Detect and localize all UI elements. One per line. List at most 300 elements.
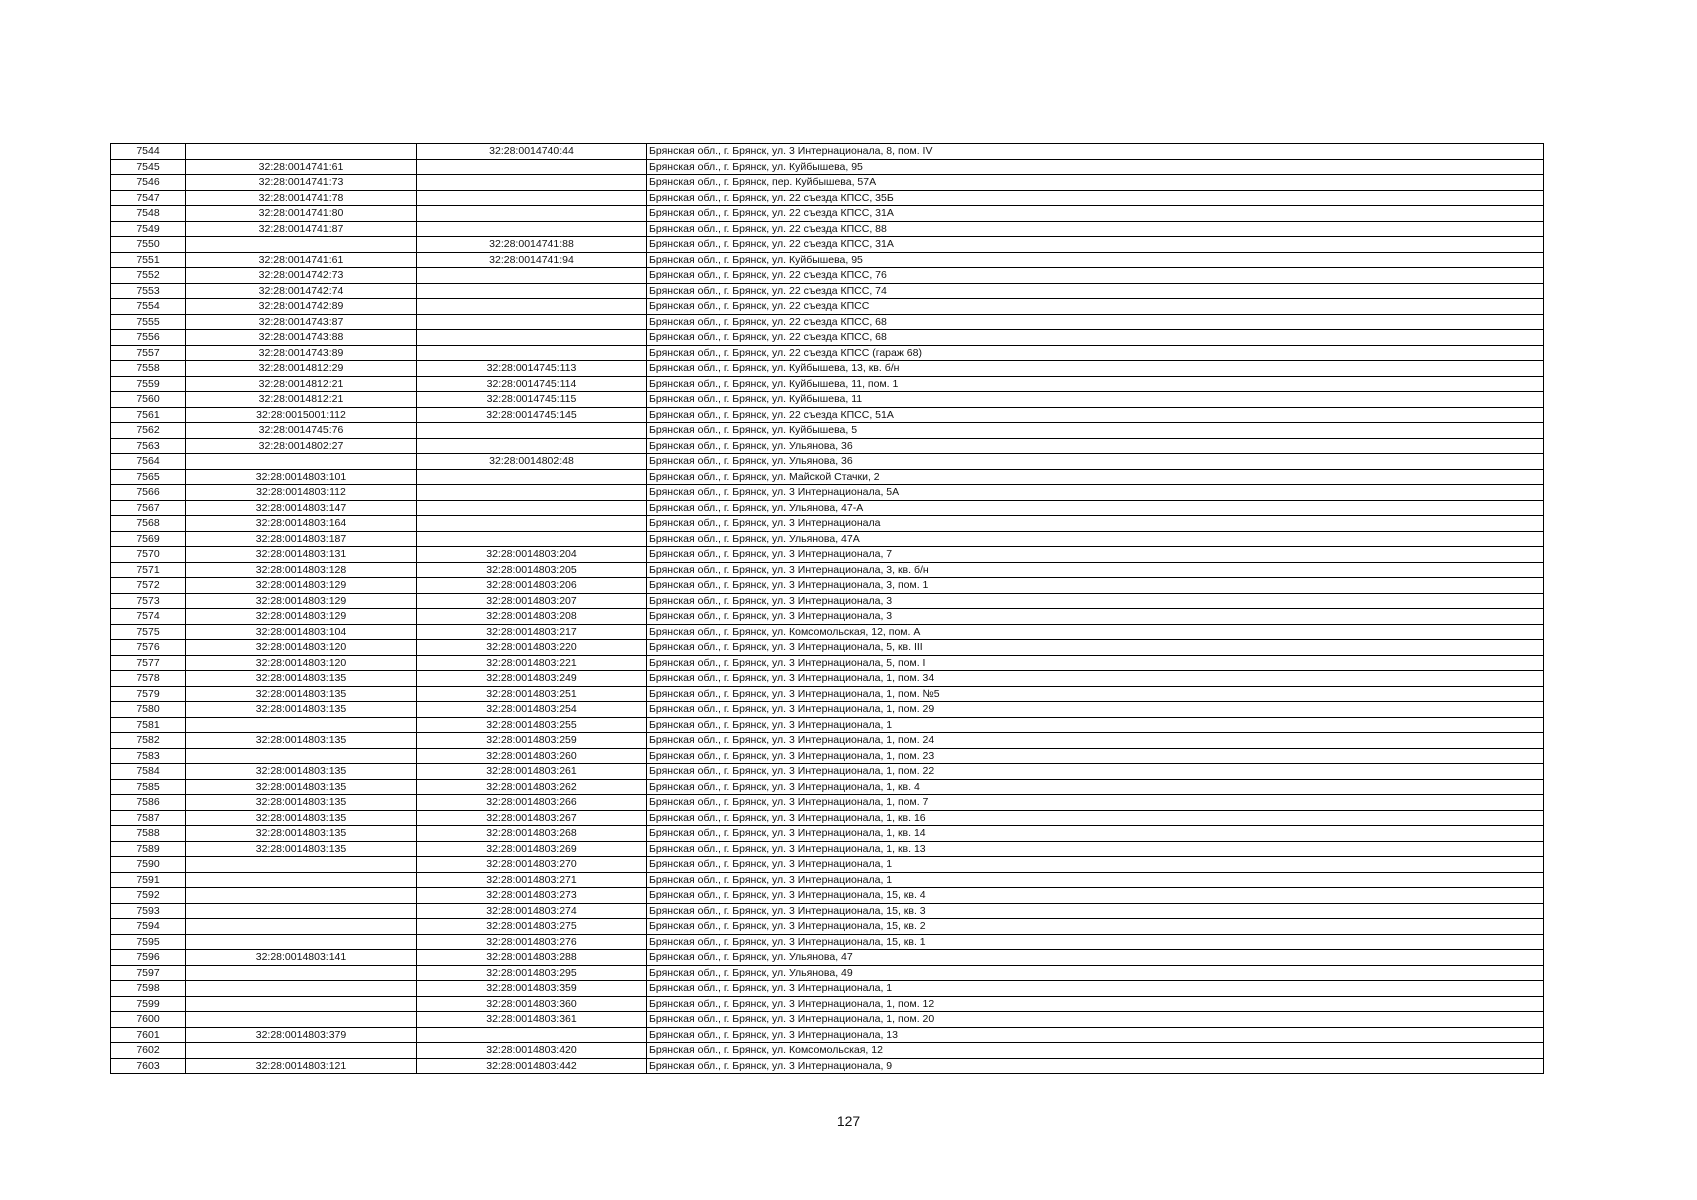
row-number-cell: 7600 (111, 1012, 186, 1028)
object-cadastral-number-cell (417, 221, 647, 237)
row-number-cell: 7583 (111, 748, 186, 764)
cadastral-number-cell: 32:28:0014803:135 (186, 702, 417, 718)
table-row (111, 593, 1544, 609)
object-cadastral-number-cell (417, 516, 647, 532)
cadastral-number-cell (186, 903, 417, 919)
address-cell: Брянская обл., г. Брянск, пер. Куйбышева, 57А (647, 175, 1544, 191)
cadastral-number-cell: 32:28:0014802:27 (186, 438, 417, 454)
address-cell: Брянская обл., г. Брянск, ул. 3 Интернационала, 15, кв. 1 (647, 934, 1544, 950)
table-row (111, 392, 1544, 408)
address-cell: Брянская обл., г. Брянск, ул. 22 съезда КПСС, 88 (647, 221, 1544, 237)
row-number-cell: 7562 (111, 423, 186, 439)
row-number-cell: 7569 (111, 531, 186, 547)
cadastral-number-cell: 32:28:0015001:112 (186, 407, 417, 423)
table-row (111, 376, 1544, 392)
cadastral-number-cell: 32:28:0014741:80 (186, 206, 417, 222)
address-cell: Брянская обл., г. Брянск, ул. 3 Интернационала, 8, пом. IV (647, 144, 1544, 160)
address-cell: Брянская обл., г. Брянск, ул. 3 Интернационала, 15, кв. 2 (647, 919, 1544, 935)
address-cell: Брянская обл., г. Брянск, ул. 22 съезда КПСС, 74 (647, 283, 1544, 299)
row-number-cell: 7556 (111, 330, 186, 346)
object-cadastral-number-cell (417, 469, 647, 485)
address-cell: Брянская обл., г. Брянск, ул. Ульянова, 36 (647, 438, 1544, 454)
row-number-cell: 7561 (111, 407, 186, 423)
row-number-cell: 7592 (111, 888, 186, 904)
row-number-cell: 7559 (111, 376, 186, 392)
object-cadastral-number-cell: 32:28:0014803:270 (417, 857, 647, 873)
table-row (111, 686, 1544, 702)
table-row (111, 872, 1544, 888)
address-cell: Брянская обл., г. Брянск, ул. 3 Интернационала, 3, кв. б/н (647, 562, 1544, 578)
address-cell: Брянская обл., г. Брянск, ул. Майской Стачки, 2 (647, 469, 1544, 485)
table-row (111, 531, 1544, 547)
table-row (111, 330, 1544, 346)
address-cell: Брянская обл., г. Брянск, ул. 3 Интернационала, 1, пом. 7 (647, 795, 1544, 811)
cadastral-number-cell (186, 454, 417, 470)
object-cadastral-number-cell (417, 190, 647, 206)
object-cadastral-number-cell: 32:28:0014803:254 (417, 702, 647, 718)
table-row (111, 624, 1544, 640)
address-cell: Брянская обл., г. Брянск, ул. 3 Интернационала, 1, кв. 14 (647, 826, 1544, 842)
row-number-cell: 7599 (111, 996, 186, 1012)
table-row (111, 1058, 1544, 1074)
object-cadastral-number-cell: 32:28:0014803:360 (417, 996, 647, 1012)
object-cadastral-number-cell: 32:28:0014803:269 (417, 841, 647, 857)
row-number-cell: 7593 (111, 903, 186, 919)
cadastral-number-cell: 32:28:0014743:89 (186, 345, 417, 361)
row-number-cell: 7598 (111, 981, 186, 997)
table-row (111, 1012, 1544, 1028)
table-row (111, 578, 1544, 594)
object-cadastral-number-cell (417, 438, 647, 454)
row-number-cell: 7546 (111, 175, 186, 191)
cadastral-number-cell: 32:28:0014742:73 (186, 268, 417, 284)
object-cadastral-number-cell: 32:28:0014803:207 (417, 593, 647, 609)
table-row (111, 500, 1544, 516)
object-cadastral-number-cell: 32:28:0014741:88 (417, 237, 647, 253)
table-row (111, 268, 1544, 284)
object-cadastral-number-cell (417, 1027, 647, 1043)
object-cadastral-number-cell (417, 485, 647, 501)
address-cell: Брянская обл., г. Брянск, ул. 3 Интернационала, 7 (647, 547, 1544, 563)
table-row (111, 221, 1544, 237)
table-row (111, 407, 1544, 423)
page-number: 127 (836, 1113, 861, 1129)
cadastral-number-cell: 32:28:0014741:61 (186, 159, 417, 175)
address-cell: Брянская обл., г. Брянск, ул. 22 съезда КПСС, 68 (647, 330, 1544, 346)
row-number-cell: 7575 (111, 624, 186, 640)
row-number-cell: 7573 (111, 593, 186, 609)
address-cell: Брянская обл., г. Брянск, ул. 3 Интернационала, 1, пом. 34 (647, 671, 1544, 687)
table-row (111, 640, 1544, 656)
row-number-cell: 7547 (111, 190, 186, 206)
address-cell: Брянская обл., г. Брянск, ул. 22 съезда КПСС, 68 (647, 314, 1544, 330)
object-cadastral-number-cell: 32:28:0014803:266 (417, 795, 647, 811)
cadastral-number-cell: 32:28:0014803:135 (186, 671, 417, 687)
table-row (111, 826, 1544, 842)
object-cadastral-number-cell: 32:28:0014803:221 (417, 655, 647, 671)
object-cadastral-number-cell: 32:28:0014803:359 (417, 981, 647, 997)
table-row (111, 361, 1544, 377)
cadastral-number-cell: 32:28:0014743:88 (186, 330, 417, 346)
cadastral-number-cell (186, 717, 417, 733)
cadastral-number-cell: 32:28:0014741:73 (186, 175, 417, 191)
object-cadastral-number-cell (417, 206, 647, 222)
table-row (111, 950, 1544, 966)
cadastral-number-cell: 32:28:0014803:164 (186, 516, 417, 532)
address-cell: Брянская обл., г. Брянск, ул. 22 съезда КПСС, 31А (647, 237, 1544, 253)
table-row (111, 562, 1544, 578)
object-cadastral-number-cell (417, 500, 647, 516)
cadastral-number-cell: 32:28:0014803:128 (186, 562, 417, 578)
row-number-cell: 7563 (111, 438, 186, 454)
row-number-cell: 7584 (111, 764, 186, 780)
address-cell: Брянская обл., г. Брянск, ул. Куйбышева, 95 (647, 159, 1544, 175)
row-number-cell: 7587 (111, 810, 186, 826)
row-number-cell: 7552 (111, 268, 186, 284)
address-cell: Брянская обл., г. Брянск, ул. 3 Интернационала, 1, пом. 24 (647, 733, 1544, 749)
table-row (111, 237, 1544, 253)
address-cell: Брянская обл., г. Брянск, ул. 3 Интернационала, 1, пом. 12 (647, 996, 1544, 1012)
object-cadastral-number-cell: 32:28:0014803:208 (417, 609, 647, 625)
row-number-cell: 7572 (111, 578, 186, 594)
table-row (111, 547, 1544, 563)
row-number-cell: 7576 (111, 640, 186, 656)
cadastral-number-cell: 32:28:0014743:87 (186, 314, 417, 330)
row-number-cell: 7551 (111, 252, 186, 268)
table-row (111, 485, 1544, 501)
table-row (111, 996, 1544, 1012)
object-cadastral-number-cell: 32:28:0014803:361 (417, 1012, 647, 1028)
table-row (111, 764, 1544, 780)
cadastral-number-cell (186, 1012, 417, 1028)
row-number-cell: 7560 (111, 392, 186, 408)
cadastral-number-cell (186, 144, 417, 160)
cadastral-number-cell: 32:28:0014803:135 (186, 810, 417, 826)
address-cell: Брянская обл., г. Брянск, ул. Куйбышева, 95 (647, 252, 1544, 268)
row-number-cell: 7597 (111, 965, 186, 981)
cadastral-number-cell: 32:28:0014803:135 (186, 779, 417, 795)
cadastral-number-cell: 32:28:0014803:379 (186, 1027, 417, 1043)
address-cell: Брянская обл., г. Брянск, ул. 3 Интернационала, 1, кв. 4 (647, 779, 1544, 795)
table-row (111, 841, 1544, 857)
registry-table-body (111, 144, 1544, 1074)
row-number-cell: 7601 (111, 1027, 186, 1043)
table-row (111, 733, 1544, 749)
row-number-cell: 7602 (111, 1043, 186, 1059)
object-cadastral-number-cell: 32:28:0014803:206 (417, 578, 647, 594)
cadastral-number-cell: 32:28:0014803:112 (186, 485, 417, 501)
address-cell: Брянская обл., г. Брянск, ул. Ульянова, 47А (647, 531, 1544, 547)
row-number-cell: 7570 (111, 547, 186, 563)
address-cell: Брянская обл., г. Брянск, ул. 3 Интернационала, 1, кв. 13 (647, 841, 1544, 857)
row-number-cell: 7586 (111, 795, 186, 811)
cadastral-number-cell (186, 237, 417, 253)
cadastral-number-cell: 32:28:0014803:135 (186, 764, 417, 780)
table-row (111, 314, 1544, 330)
address-cell: Брянская обл., г. Брянск, ул. 3 Интернационала, 5А (647, 485, 1544, 501)
table-row (111, 438, 1544, 454)
table-row (111, 1027, 1544, 1043)
cadastral-number-cell: 32:28:0014803:141 (186, 950, 417, 966)
row-number-cell: 7550 (111, 237, 186, 253)
address-cell: Брянская обл., г. Брянск, ул. 3 Интернационала, 1, пом. 22 (647, 764, 1544, 780)
address-cell: Брянская обл., г. Брянск, ул. 3 Интернационала, 3 (647, 593, 1544, 609)
row-number-cell: 7555 (111, 314, 186, 330)
address-cell: Брянская обл., г. Брянск, ул. Комсомольская, 12 (647, 1043, 1544, 1059)
cadastral-number-cell: 32:28:0014803:129 (186, 578, 417, 594)
table-row (111, 144, 1544, 160)
object-cadastral-number-cell: 32:28:0014803:260 (417, 748, 647, 764)
object-cadastral-number-cell: 32:28:0014803:275 (417, 919, 647, 935)
row-number-cell: 7564 (111, 454, 186, 470)
row-number-cell: 7582 (111, 733, 186, 749)
table-row (111, 609, 1544, 625)
cadastral-number-cell: 32:28:0014742:89 (186, 299, 417, 315)
cadastral-number-cell: 32:28:0014812:21 (186, 376, 417, 392)
cadastral-number-cell: 32:28:0014745:76 (186, 423, 417, 439)
row-number-cell: 7568 (111, 516, 186, 532)
row-number-cell: 7557 (111, 345, 186, 361)
cadastral-number-cell: 32:28:0014803:135 (186, 841, 417, 857)
address-cell: Брянская обл., г. Брянск, ул. Ульянова, 49 (647, 965, 1544, 981)
address-cell: Брянская обл., г. Брянск, ул. 22 съезда КПСС, 76 (647, 268, 1544, 284)
table-row (111, 702, 1544, 718)
object-cadastral-number-cell: 32:28:0014803:420 (417, 1043, 647, 1059)
object-cadastral-number-cell: 32:28:0014803:205 (417, 562, 647, 578)
row-number-cell: 7554 (111, 299, 186, 315)
object-cadastral-number-cell: 32:28:0014803:442 (417, 1058, 647, 1074)
table-row (111, 779, 1544, 795)
address-cell: Брянская обл., г. Брянск, ул. Ульянова, 36 (647, 454, 1544, 470)
row-number-cell: 7574 (111, 609, 186, 625)
row-number-cell: 7577 (111, 655, 186, 671)
cadastral-number-cell (186, 934, 417, 950)
row-number-cell: 7567 (111, 500, 186, 516)
address-cell: Брянская обл., г. Брянск, ул. 3 Интернационала (647, 516, 1544, 532)
address-cell: Брянская обл., г. Брянск, ул. 3 Интернационала, 15, кв. 3 (647, 903, 1544, 919)
cadastral-number-cell (186, 1043, 417, 1059)
object-cadastral-number-cell (417, 299, 647, 315)
cadastral-number-cell (186, 965, 417, 981)
object-cadastral-number-cell (417, 268, 647, 284)
row-number-cell: 7553 (111, 283, 186, 299)
cadastral-number-cell: 32:28:0014803:131 (186, 547, 417, 563)
row-number-cell: 7580 (111, 702, 186, 718)
cadastral-number-cell (186, 857, 417, 873)
object-cadastral-number-cell: 32:28:0014803:267 (417, 810, 647, 826)
object-cadastral-number-cell: 32:28:0014803:268 (417, 826, 647, 842)
cadastral-number-cell (186, 748, 417, 764)
address-cell: Брянская обл., г. Брянск, ул. Куйбышева, 13, кв. б/н (647, 361, 1544, 377)
cadastral-number-cell: 32:28:0014803:135 (186, 733, 417, 749)
table-row (111, 810, 1544, 826)
row-number-cell: 7588 (111, 826, 186, 842)
object-cadastral-number-cell: 32:28:0014803:220 (417, 640, 647, 656)
row-number-cell: 7578 (111, 671, 186, 687)
table-row (111, 748, 1544, 764)
row-number-cell: 7579 (111, 686, 186, 702)
row-number-cell: 7596 (111, 950, 186, 966)
table-row (111, 190, 1544, 206)
table-row (111, 965, 1544, 981)
address-cell: Брянская обл., г. Брянск, ул. 3 Интернационала, 1 (647, 981, 1544, 997)
address-cell: Брянская обл., г. Брянск, ул. 3 Интернационала, 1 (647, 857, 1544, 873)
table-row (111, 857, 1544, 873)
cadastral-number-cell: 32:28:0014741:87 (186, 221, 417, 237)
object-cadastral-number-cell: 32:28:0014745:145 (417, 407, 647, 423)
address-cell: Брянская обл., г. Брянск, ул. Куйбышева, 11 (647, 392, 1544, 408)
object-cadastral-number-cell: 32:28:0014803:204 (417, 547, 647, 563)
address-cell: Брянская обл., г. Брянск, ул. Ульянова, 47 (647, 950, 1544, 966)
row-number-cell: 7594 (111, 919, 186, 935)
table-row (111, 795, 1544, 811)
cadastral-number-cell: 32:28:0014742:74 (186, 283, 417, 299)
object-cadastral-number-cell: 32:28:0014803:255 (417, 717, 647, 733)
cadastral-number-cell: 32:28:0014812:29 (186, 361, 417, 377)
table-row (111, 1043, 1544, 1059)
address-cell: Брянская обл., г. Брянск, ул. 3 Интернационала, 1, пом. №5 (647, 686, 1544, 702)
table-row (111, 299, 1544, 315)
object-cadastral-number-cell (417, 314, 647, 330)
cadastral-number-cell (186, 996, 417, 1012)
row-number-cell: 7589 (111, 841, 186, 857)
cadastral-number-cell: 32:28:0014803:129 (186, 609, 417, 625)
table-row (111, 252, 1544, 268)
object-cadastral-number-cell: 32:28:0014803:288 (417, 950, 647, 966)
cadastral-number-cell (186, 872, 417, 888)
address-cell: Брянская обл., г. Брянск, ул. 3 Интернационала, 1, кв. 16 (647, 810, 1544, 826)
row-number-cell: 7581 (111, 717, 186, 733)
cadastral-number-cell: 32:28:0014803:135 (186, 795, 417, 811)
object-cadastral-number-cell: 32:28:0014803:259 (417, 733, 647, 749)
table-row (111, 934, 1544, 950)
object-cadastral-number-cell: 32:28:0014803:261 (417, 764, 647, 780)
table-row (111, 981, 1544, 997)
address-cell: Брянская обл., г. Брянск, ул. 22 съезда КПСС (647, 299, 1544, 315)
object-cadastral-number-cell: 32:28:0014803:249 (417, 671, 647, 687)
cadastral-number-cell: 32:28:0014803:135 (186, 686, 417, 702)
table-row (111, 903, 1544, 919)
table-row (111, 717, 1544, 733)
row-number-cell: 7558 (111, 361, 186, 377)
row-number-cell: 7565 (111, 469, 186, 485)
object-cadastral-number-cell (417, 283, 647, 299)
cadastral-number-cell (186, 888, 417, 904)
address-cell: Брянская обл., г. Брянск, ул. 3 Интернационала, 15, кв. 4 (647, 888, 1544, 904)
table-row (111, 283, 1544, 299)
object-cadastral-number-cell: 32:28:0014803:276 (417, 934, 647, 950)
table-row (111, 469, 1544, 485)
object-cadastral-number-cell (417, 159, 647, 175)
address-cell: Брянская обл., г. Брянск, ул. 22 съезда КПСС, 31А (647, 206, 1544, 222)
row-number-cell: 7548 (111, 206, 186, 222)
address-cell: Брянская обл., г. Брянск, ул. Ульянова, 47-А (647, 500, 1544, 516)
table-row (111, 423, 1544, 439)
row-number-cell: 7595 (111, 934, 186, 950)
cadastral-number-cell: 32:28:0014812:21 (186, 392, 417, 408)
cadastral-number-cell: 32:28:0014803:104 (186, 624, 417, 640)
object-cadastral-number-cell (417, 330, 647, 346)
table-row (111, 919, 1544, 935)
row-number-cell: 7585 (111, 779, 186, 795)
row-number-cell: 7566 (111, 485, 186, 501)
object-cadastral-number-cell: 32:28:0014803:251 (417, 686, 647, 702)
object-cadastral-number-cell: 32:28:0014745:114 (417, 376, 647, 392)
object-cadastral-number-cell: 32:28:0014803:295 (417, 965, 647, 981)
row-number-cell: 7591 (111, 872, 186, 888)
object-cadastral-number-cell: 32:28:0014745:113 (417, 361, 647, 377)
address-cell: Брянская обл., г. Брянск, ул. 3 Интернационала, 1, пом. 29 (647, 702, 1544, 718)
registry-table (110, 143, 1544, 1074)
row-number-cell: 7544 (111, 144, 186, 160)
row-number-cell: 7603 (111, 1058, 186, 1074)
object-cadastral-number-cell: 32:28:0014803:273 (417, 888, 647, 904)
cadastral-number-cell: 32:28:0014803:129 (186, 593, 417, 609)
address-cell: Брянская обл., г. Брянск, ул. 3 Интернационала, 3, пом. 1 (647, 578, 1544, 594)
address-cell: Брянская обл., г. Брянск, ул. 3 Интернационала, 1, пом. 23 (647, 748, 1544, 764)
address-cell: Брянская обл., г. Брянск, ул. 3 Интернационала, 1 (647, 872, 1544, 888)
object-cadastral-number-cell: 32:28:0014740:44 (417, 144, 647, 160)
cadastral-number-cell: 32:28:0014803:147 (186, 500, 417, 516)
address-cell: Брянская обл., г. Брянск, ул. 3 Интернационала, 9 (647, 1058, 1544, 1074)
cadastral-number-cell: 32:28:0014803:121 (186, 1058, 417, 1074)
cadastral-number-cell: 32:28:0014741:78 (186, 190, 417, 206)
object-cadastral-number-cell (417, 531, 647, 547)
address-cell: Брянская обл., г. Брянск, ул. 3 Интернационала, 5, кв. III (647, 640, 1544, 656)
address-cell: Брянская обл., г. Брянск, ул. 3 Интернационала, 1, пом. 20 (647, 1012, 1544, 1028)
address-cell: Брянская обл., г. Брянск, ул. 3 Интернационала, 5, пом. I (647, 655, 1544, 671)
cadastral-number-cell: 32:28:0014803:135 (186, 826, 417, 842)
object-cadastral-number-cell: 32:28:0014803:274 (417, 903, 647, 919)
address-cell: Брянская обл., г. Брянск, ул. 22 съезда КПСС (гараж 68) (647, 345, 1544, 361)
table-row (111, 159, 1544, 175)
address-cell: Брянская обл., г. Брянск, ул. 3 Интернационала, 13 (647, 1027, 1544, 1043)
object-cadastral-number-cell (417, 175, 647, 191)
cadastral-number-cell (186, 981, 417, 997)
table-row (111, 345, 1544, 361)
address-cell: Брянская обл., г. Брянск, ул. Куйбышева, 11, пом. 1 (647, 376, 1544, 392)
address-cell: Брянская обл., г. Брянск, ул. 22 съезда КПСС, 51А (647, 407, 1544, 423)
cadastral-number-cell: 32:28:0014741:61 (186, 252, 417, 268)
address-cell: Брянская обл., г. Брянск, ул. 3 Интернационала, 3 (647, 609, 1544, 625)
cadastral-number-cell: 32:28:0014803:120 (186, 655, 417, 671)
object-cadastral-number-cell: 32:28:0014803:262 (417, 779, 647, 795)
cadastral-number-cell: 32:28:0014803:101 (186, 469, 417, 485)
table-row (111, 888, 1544, 904)
table-row (111, 655, 1544, 671)
object-cadastral-number-cell: 32:28:0014745:115 (417, 392, 647, 408)
object-cadastral-number-cell: 32:28:0014803:271 (417, 872, 647, 888)
table-row (111, 671, 1544, 687)
object-cadastral-number-cell: 32:28:0014741:94 (417, 252, 647, 268)
row-number-cell: 7590 (111, 857, 186, 873)
row-number-cell: 7545 (111, 159, 186, 175)
address-cell: Брянская обл., г. Брянск, ул. Комсомольская, 12, пом. А (647, 624, 1544, 640)
cadastral-number-cell: 32:28:0014803:120 (186, 640, 417, 656)
table-row (111, 454, 1544, 470)
object-cadastral-number-cell: 32:28:0014802:48 (417, 454, 647, 470)
object-cadastral-number-cell: 32:28:0014803:217 (417, 624, 647, 640)
table-row (111, 175, 1544, 191)
row-number-cell: 7571 (111, 562, 186, 578)
table-row (111, 516, 1544, 532)
cadastral-number-cell (186, 919, 417, 935)
cadastral-number-cell: 32:28:0014803:187 (186, 531, 417, 547)
address-cell: Брянская обл., г. Брянск, ул. Куйбышева, 5 (647, 423, 1544, 439)
object-cadastral-number-cell (417, 345, 647, 361)
address-cell: Брянская обл., г. Брянск, ул. 22 съезда КПСС, 35Б (647, 190, 1544, 206)
object-cadastral-number-cell (417, 423, 647, 439)
